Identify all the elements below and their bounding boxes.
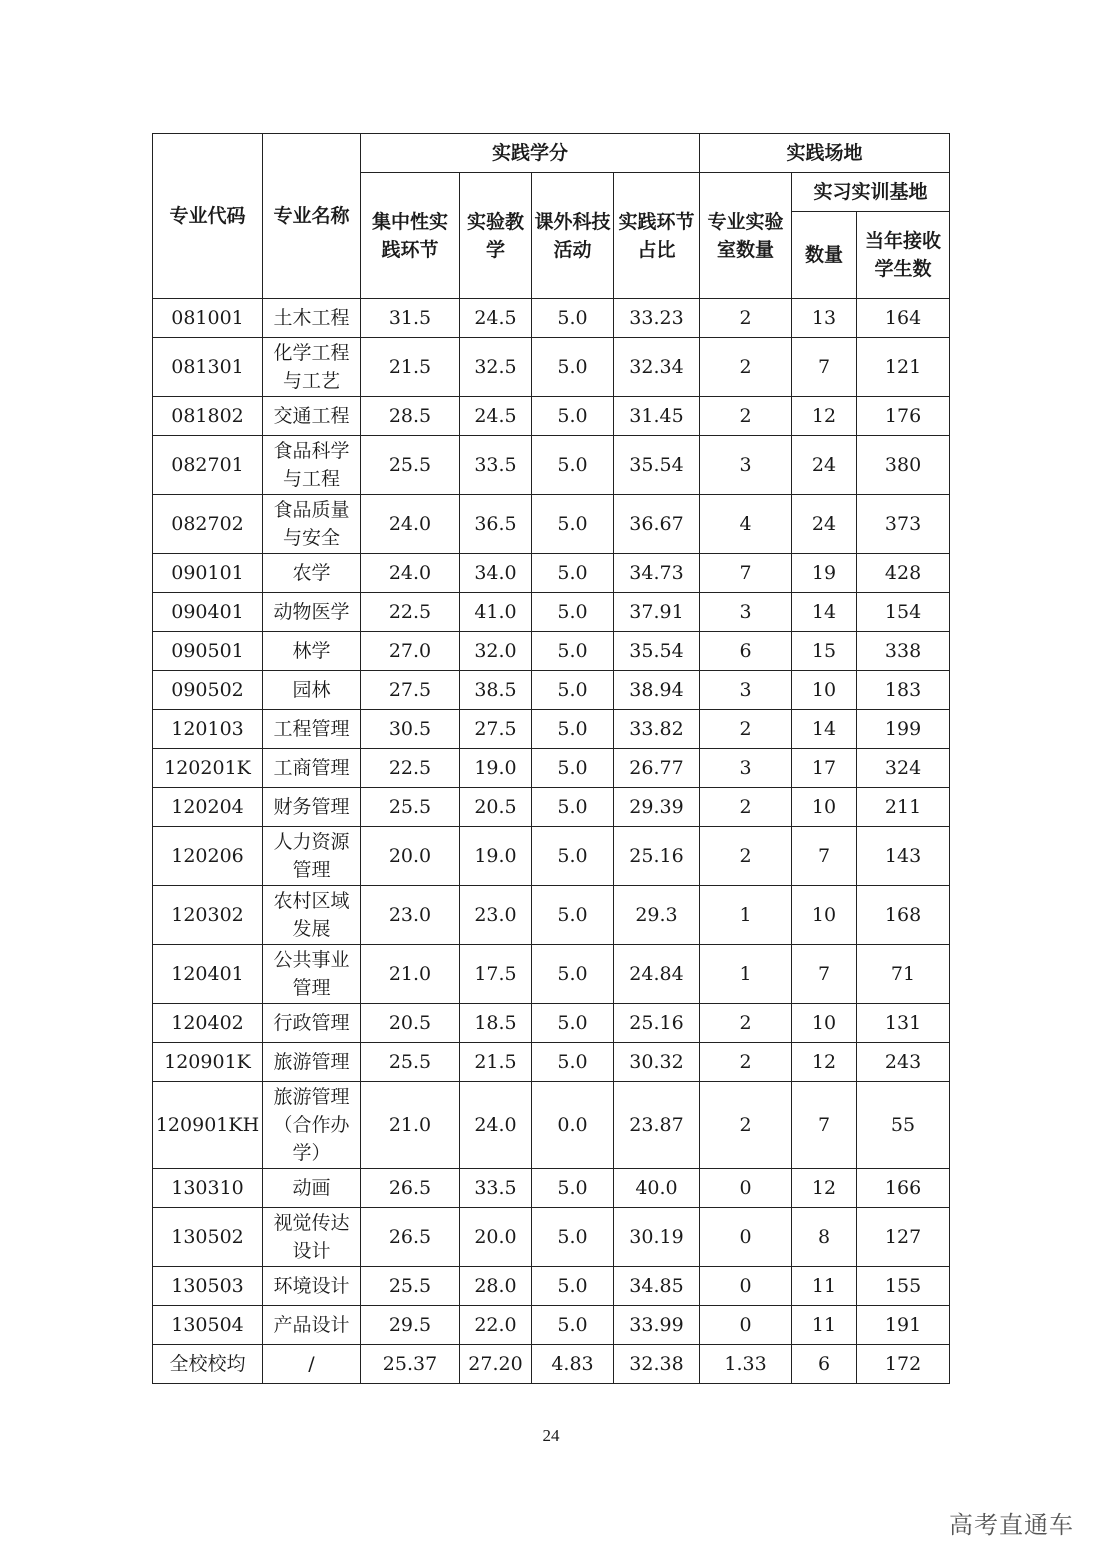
- table-cell: 35.54: [614, 436, 700, 495]
- table-row: [153, 299, 950, 338]
- table-cell: 24.0: [361, 495, 460, 554]
- header-bases: 实习实训基地: [792, 173, 950, 212]
- table-cell: 6: [792, 1345, 857, 1384]
- table-cell: 27.5: [460, 710, 532, 749]
- table-row: [153, 671, 950, 710]
- table-cell: 动画: [263, 1169, 361, 1208]
- table-cell: 243: [857, 1043, 950, 1082]
- table-cell: 5.0: [532, 788, 614, 827]
- table-cell: 2: [700, 1004, 792, 1043]
- table-cell: 130503: [153, 1267, 263, 1306]
- table-cell: 120402: [153, 1004, 263, 1043]
- table-cell: 28.0: [460, 1267, 532, 1306]
- table-cell: 14: [792, 593, 857, 632]
- table-cell: 0: [700, 1169, 792, 1208]
- table-cell: 10: [792, 1004, 857, 1043]
- table-cell: 130504: [153, 1306, 263, 1345]
- table-row: [153, 1267, 950, 1306]
- table-cell: 2: [700, 710, 792, 749]
- table-cell: 30.19: [614, 1208, 700, 1267]
- table-cell: 25.5: [361, 436, 460, 495]
- table-cell: 22.0: [460, 1306, 532, 1345]
- table-cell: 32.5: [460, 338, 532, 397]
- table-cell: 5.0: [532, 436, 614, 495]
- table-cell: 财务管理: [263, 788, 361, 827]
- table-cell: 130310: [153, 1169, 263, 1208]
- table-cell: 5.0: [532, 1208, 614, 1267]
- table-cell: 166: [857, 1169, 950, 1208]
- table-cell: 工程管理: [263, 710, 361, 749]
- table-row: [153, 827, 950, 886]
- table-cell: 10: [792, 788, 857, 827]
- table-cell: 5.0: [532, 945, 614, 1004]
- table-cell: 21.5: [460, 1043, 532, 1082]
- table-row: [153, 1043, 950, 1082]
- table-cell: 3: [700, 593, 792, 632]
- table-cell: 7: [792, 338, 857, 397]
- table-cell: 34.73: [614, 554, 700, 593]
- table-cell: 40.0: [614, 1169, 700, 1208]
- table-cell: 5.0: [532, 1004, 614, 1043]
- table-cell: 1.33: [700, 1345, 792, 1384]
- table-row: [153, 945, 950, 1004]
- table-cell: 工商管理: [263, 749, 361, 788]
- table-cell: 32.0: [460, 632, 532, 671]
- table-cell: 行政管理: [263, 1004, 361, 1043]
- table-cell: 5.0: [532, 338, 614, 397]
- table-cell: 3: [700, 749, 792, 788]
- table-cell: 19: [792, 554, 857, 593]
- table-cell: 081001: [153, 299, 263, 338]
- table-cell: 183: [857, 671, 950, 710]
- table-cell: 5.0: [532, 1043, 614, 1082]
- table-cell: 24.0: [460, 1082, 532, 1169]
- table-cell: 农村区域发展: [263, 886, 361, 945]
- table-row: [153, 338, 950, 397]
- table-cell: 30.32: [614, 1043, 700, 1082]
- table-cell: 7: [792, 945, 857, 1004]
- table-cell: 人力资源管理: [263, 827, 361, 886]
- table-cell: 化学工程与工艺: [263, 338, 361, 397]
- table-cell: 090502: [153, 671, 263, 710]
- table-row: [153, 632, 950, 671]
- table-cell: 21.0: [361, 1082, 460, 1169]
- table-cell: 20.0: [361, 827, 460, 886]
- table-cell: 食品质量与安全: [263, 495, 361, 554]
- table-cell: 1: [700, 886, 792, 945]
- header-extracurricular: 课外科技活动: [532, 173, 614, 299]
- table-cell: 090501: [153, 632, 263, 671]
- table-cell: 36.67: [614, 495, 700, 554]
- table-cell: 29.5: [361, 1306, 460, 1345]
- table-cell: 120901KH: [153, 1082, 263, 1169]
- table-cell: 25.37: [361, 1345, 460, 1384]
- table-cell: 33.99: [614, 1306, 700, 1345]
- table-cell: 26.5: [361, 1208, 460, 1267]
- table-cell: 130502: [153, 1208, 263, 1267]
- table-cell: 8: [792, 1208, 857, 1267]
- table-cell: 27.20: [460, 1345, 532, 1384]
- table-row: [153, 749, 950, 788]
- table-cell: 土木工程: [263, 299, 361, 338]
- table-cell: 34.85: [614, 1267, 700, 1306]
- table-cell: 10: [792, 671, 857, 710]
- table-cell: 26.77: [614, 749, 700, 788]
- table-cell: 168: [857, 886, 950, 945]
- table-cell: 36.5: [460, 495, 532, 554]
- table-cell: 2: [700, 788, 792, 827]
- table-cell: 0: [700, 1208, 792, 1267]
- table-cell: 23.0: [361, 886, 460, 945]
- table-cell: 081301: [153, 338, 263, 397]
- table-cell: 7: [792, 1082, 857, 1169]
- table-cell: 5.0: [532, 397, 614, 436]
- table-cell: 5.0: [532, 1267, 614, 1306]
- table-cell: 32.38: [614, 1345, 700, 1384]
- table-cell: 32.34: [614, 338, 700, 397]
- page-number: 24: [542, 1426, 560, 1445]
- table-row: [153, 1306, 950, 1345]
- table-header: [153, 134, 950, 299]
- table-cell: 2: [700, 338, 792, 397]
- table-cell: 38.5: [460, 671, 532, 710]
- table-cell: 30.5: [361, 710, 460, 749]
- table-cell: 21.0: [361, 945, 460, 1004]
- table-cell: 17.5: [460, 945, 532, 1004]
- table-cell: 21.5: [361, 338, 460, 397]
- table-row: [153, 710, 950, 749]
- table-cell: 199: [857, 710, 950, 749]
- header-ratio: 实践环节占比: [614, 173, 700, 299]
- table-cell: 120206: [153, 827, 263, 886]
- table-cell: 5.0: [532, 1169, 614, 1208]
- table-cell: 4: [700, 495, 792, 554]
- table-cell: 24.84: [614, 945, 700, 1004]
- table-cell: 林学: [263, 632, 361, 671]
- table-cell: 食品科学与工程: [263, 436, 361, 495]
- table-cell: 5.0: [532, 299, 614, 338]
- table-cell: 28.5: [361, 397, 460, 436]
- table-cell: 5.0: [532, 495, 614, 554]
- table-row: [153, 886, 950, 945]
- table-cell: 33.82: [614, 710, 700, 749]
- table-cell: 22.5: [361, 593, 460, 632]
- table-cell: 338: [857, 632, 950, 671]
- table-cell: 12: [792, 1169, 857, 1208]
- table-body: [153, 299, 950, 1384]
- table-cell: 41.0: [460, 593, 532, 632]
- table-cell: 19.0: [460, 749, 532, 788]
- header-practice-site: 实践场地: [700, 134, 950, 173]
- table-cell: 20.5: [460, 788, 532, 827]
- table-cell: 11: [792, 1306, 857, 1345]
- table-cell: 34.0: [460, 554, 532, 593]
- table-cell: 29.39: [614, 788, 700, 827]
- table-cell: 10: [792, 886, 857, 945]
- table-row: [153, 397, 950, 436]
- table-cell: 120103: [153, 710, 263, 749]
- table-cell: 324: [857, 749, 950, 788]
- table-cell: 191: [857, 1306, 950, 1345]
- table-cell: 23.87: [614, 1082, 700, 1169]
- table-cell: 25.16: [614, 827, 700, 886]
- table-cell: 0.0: [532, 1082, 614, 1169]
- table-cell: 211: [857, 788, 950, 827]
- table-cell: 24.5: [460, 299, 532, 338]
- table-cell: 2: [700, 299, 792, 338]
- table-cell: 380: [857, 436, 950, 495]
- table-cell: 24.5: [460, 397, 532, 436]
- table-cell: 产品设计: [263, 1306, 361, 1345]
- table-cell: 3: [700, 671, 792, 710]
- table-cell: 3: [700, 436, 792, 495]
- table-cell: 19.0: [460, 827, 532, 886]
- table-cell: 23.0: [460, 886, 532, 945]
- table-row: [153, 436, 950, 495]
- table-cell: 35.54: [614, 632, 700, 671]
- table-cell: 6: [700, 632, 792, 671]
- practice-table: [152, 133, 950, 1384]
- header-labs: 专业实验室数量: [700, 173, 792, 299]
- table-cell: 37.91: [614, 593, 700, 632]
- table-row: [153, 1004, 950, 1043]
- table-cell: 33.5: [460, 436, 532, 495]
- table-cell: 164: [857, 299, 950, 338]
- table-cell: 373: [857, 495, 950, 554]
- table-cell: 120201K: [153, 749, 263, 788]
- table-cell: 2: [700, 827, 792, 886]
- header-concentrated: 集中性实践环节: [361, 173, 460, 299]
- table-cell: 5.0: [532, 554, 614, 593]
- table-cell: 园林: [263, 671, 361, 710]
- header-experiment: 实验教学: [460, 173, 532, 299]
- table-row: [153, 1082, 950, 1169]
- table-cell: 1: [700, 945, 792, 1004]
- table-cell: 动物医学: [263, 593, 361, 632]
- table-cell: 5.0: [532, 827, 614, 886]
- table-row: [153, 593, 950, 632]
- table-cell: 155: [857, 1267, 950, 1306]
- table-cell: 4.83: [532, 1345, 614, 1384]
- table-cell: 环境设计: [263, 1267, 361, 1306]
- table-cell: 13: [792, 299, 857, 338]
- table-row: [153, 788, 950, 827]
- header-practice-credits: 实践学分: [361, 134, 700, 173]
- table-cell: 20.0: [460, 1208, 532, 1267]
- table-cell: 5.0: [532, 886, 614, 945]
- table-cell: 127: [857, 1208, 950, 1267]
- table-cell: 27.0: [361, 632, 460, 671]
- table-cell: 121: [857, 338, 950, 397]
- watermark: 高考直通车: [949, 1511, 1074, 1539]
- table-cell: 2: [700, 397, 792, 436]
- table-cell: 2: [700, 1043, 792, 1082]
- table-cell: 082701: [153, 436, 263, 495]
- table-cell: 120204: [153, 788, 263, 827]
- table-cell: 25.16: [614, 1004, 700, 1043]
- table-cell: 17: [792, 749, 857, 788]
- table-cell: 33.5: [460, 1169, 532, 1208]
- table-cell: 25.5: [361, 1043, 460, 1082]
- table-cell: 38.94: [614, 671, 700, 710]
- table-cell: 全校校均: [153, 1345, 263, 1384]
- table-cell: 7: [700, 554, 792, 593]
- table-cell: 视觉传达设计: [263, 1208, 361, 1267]
- table-cell: 27.5: [361, 671, 460, 710]
- table-cell: 090401: [153, 593, 263, 632]
- header-students: 当年接收学生数: [857, 212, 950, 299]
- table-cell: 2: [700, 1082, 792, 1169]
- table-cell: 5.0: [532, 749, 614, 788]
- table-cell: 12: [792, 1043, 857, 1082]
- table-cell: /: [263, 1345, 361, 1384]
- summary-row: [153, 1345, 950, 1384]
- table-cell: 24: [792, 495, 857, 554]
- table-cell: 25.5: [361, 1267, 460, 1306]
- header-name: 专业名称: [263, 134, 361, 299]
- table-cell: 农学: [263, 554, 361, 593]
- table-cell: 旅游管理（合作办学）: [263, 1082, 361, 1169]
- table-cell: 12: [792, 397, 857, 436]
- table-row: [153, 1208, 950, 1267]
- header-base-count: 数量: [792, 212, 857, 299]
- table-cell: 25.5: [361, 788, 460, 827]
- table-cell: 11: [792, 1267, 857, 1306]
- table-cell: 29.3: [614, 886, 700, 945]
- table-cell: 14: [792, 710, 857, 749]
- table-cell: 120302: [153, 886, 263, 945]
- table-cell: 081802: [153, 397, 263, 436]
- table-row: [153, 495, 950, 554]
- table-cell: 154: [857, 593, 950, 632]
- table-cell: 120401: [153, 945, 263, 1004]
- table-cell: 33.23: [614, 299, 700, 338]
- table-cell: 7: [792, 827, 857, 886]
- table-cell: 22.5: [361, 749, 460, 788]
- table-cell: 120901K: [153, 1043, 263, 1082]
- table-cell: 31.45: [614, 397, 700, 436]
- table-cell: 0: [700, 1267, 792, 1306]
- table-cell: 旅游管理: [263, 1043, 361, 1082]
- table-cell: 24.0: [361, 554, 460, 593]
- table-row: [153, 1169, 950, 1208]
- table-cell: 55: [857, 1082, 950, 1169]
- table-cell: 428: [857, 554, 950, 593]
- table-row: [153, 554, 950, 593]
- table-cell: 交通工程: [263, 397, 361, 436]
- table-cell: 26.5: [361, 1169, 460, 1208]
- table-cell: 15: [792, 632, 857, 671]
- table-cell: 20.5: [361, 1004, 460, 1043]
- table-cell: 172: [857, 1345, 950, 1384]
- table-cell: 5.0: [532, 593, 614, 632]
- table-cell: 24: [792, 436, 857, 495]
- table-cell: 5.0: [532, 710, 614, 749]
- table-cell: 176: [857, 397, 950, 436]
- table-cell: 5.0: [532, 671, 614, 710]
- table-cell: 082702: [153, 495, 263, 554]
- table-cell: 131: [857, 1004, 950, 1043]
- table-cell: 090101: [153, 554, 263, 593]
- table-cell: 18.5: [460, 1004, 532, 1043]
- table-cell: 143: [857, 827, 950, 886]
- table-cell: 71: [857, 945, 950, 1004]
- table-cell: 31.5: [361, 299, 460, 338]
- table-cell: 公共事业管理: [263, 945, 361, 1004]
- table-cell: 0: [700, 1306, 792, 1345]
- header-code: 专业代码: [153, 134, 263, 299]
- table-cell: 5.0: [532, 632, 614, 671]
- table-cell: 5.0: [532, 1306, 614, 1345]
